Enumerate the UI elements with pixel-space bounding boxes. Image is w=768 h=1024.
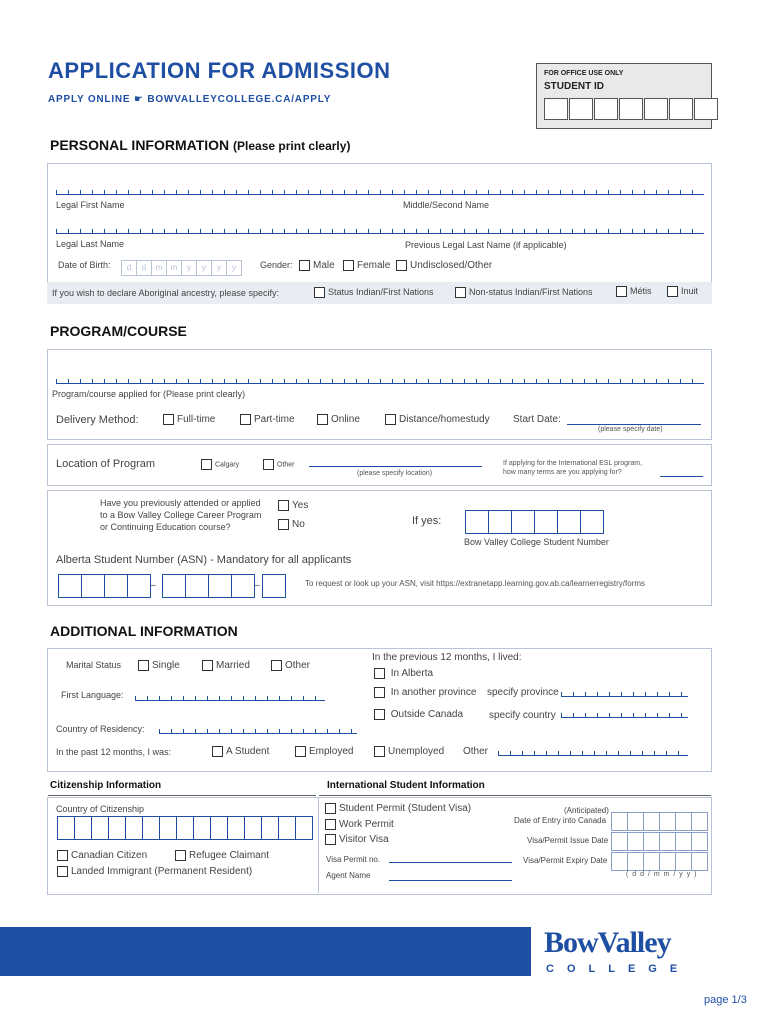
previous-last-name-label: Previous Legal Last Name (if applicable) — [405, 240, 567, 250]
agent-name-label: Agent Name — [326, 871, 371, 880]
country-citizenship-field[interactable] — [57, 816, 312, 840]
citizenship-heading: Citizenship Information — [50, 780, 162, 791]
dob-label: Date of Birth: — [58, 260, 111, 270]
attended-q-line3: or Continuing Education course? — [100, 522, 231, 532]
checkbox[interactable] — [271, 660, 282, 671]
program-applied-label: Program/course applied for (Please print clearly) — [52, 389, 246, 399]
apply-online-link[interactable]: APPLY ONLINE ☛ BOWVALLEYCOLLEGE.CA/APPLY — [48, 94, 332, 105]
lived-province-option[interactable]: In another province — [374, 687, 476, 698]
ab-inuit-option[interactable]: Inuit — [667, 286, 698, 297]
checkbox[interactable] — [314, 287, 325, 298]
checkbox[interactable] — [325, 819, 336, 830]
additional-heading: ADDITIONAL INFORMATION — [50, 623, 238, 639]
checkbox[interactable] — [325, 834, 336, 845]
checkbox[interactable] — [374, 709, 385, 720]
checkbox[interactable] — [202, 660, 213, 671]
checkbox[interactable] — [667, 286, 678, 297]
asn-field-part2[interactable] — [162, 574, 254, 598]
esl-note-2: how many terms are you applying for? — [503, 469, 622, 476]
expiry-date-field[interactable] — [611, 852, 707, 871]
checkbox[interactable] — [616, 286, 627, 297]
personal-info-heading: PERSONAL INFORMATION (Please print clearly) — [50, 137, 351, 153]
agent-name-field[interactable] — [389, 880, 512, 881]
location-label: Location of Program — [56, 458, 156, 470]
student-id-boxes — [544, 98, 719, 120]
past12-unemployed-option[interactable]: Unemployed — [374, 746, 444, 757]
checkbox[interactable] — [57, 850, 68, 861]
landed-immigrant-option[interactable]: Landed Immigrant (Permanent Resident) — [57, 866, 252, 877]
gender-undisclosed-option[interactable]: Undisclosed/Other — [396, 260, 492, 271]
legal-last-name-label: Legal Last Name — [56, 239, 125, 249]
checkbox[interactable] — [325, 803, 336, 814]
delivery-fulltime-option[interactable]: Full-time — [163, 414, 215, 425]
office-use-label: FOR OFFICE USE ONLY — [544, 70, 624, 77]
checkbox[interactable] — [374, 687, 385, 698]
issue-date-label: Visa/Permit Issue Date — [527, 836, 609, 845]
student-id-label: STUDENT ID — [544, 81, 604, 92]
first-name-field[interactable] — [56, 190, 704, 195]
checkbox[interactable] — [295, 746, 306, 757]
visitor-visa-option[interactable]: Visitor Visa — [325, 834, 389, 845]
past12-other-field[interactable] — [498, 751, 688, 756]
page-number: page 1/3 — [704, 994, 747, 1006]
refugee-option[interactable]: Refugee Claimant — [175, 850, 269, 861]
checkbox[interactable] — [138, 660, 149, 671]
work-permit-option[interactable]: Work Permit — [325, 819, 394, 830]
location-field[interactable] — [309, 466, 482, 467]
college-logo-wordmark: BowValley — [544, 926, 671, 959]
asn-field-part3[interactable] — [262, 574, 285, 598]
aboriginal-label: If you wish to declare Aboriginal ancestry, please specify: — [52, 288, 279, 298]
date-entry-field[interactable] — [611, 812, 707, 831]
checkbox[interactable] — [240, 414, 251, 425]
gender-male-option[interactable]: Male — [299, 260, 335, 271]
program-field[interactable] — [56, 379, 704, 384]
page-title: APPLICATION FOR ADMISSION — [48, 58, 391, 83]
asn-lookup-note: To request or look up your ASN, visit https://extranetapp.learning.gov.ab.ca/learnerregistry/forms — [305, 579, 646, 588]
past12-other-label: Other — [463, 746, 489, 757]
attended-q-line2: to a Bow Valley College Career Program — [100, 510, 262, 520]
visa-permit-no-field[interactable] — [389, 862, 512, 863]
marital-label: Marital Status — [66, 660, 122, 670]
ab-nonstatus-option[interactable]: Non-status Indian/First Nations — [455, 287, 593, 298]
attended-q-line1: Have you previously attended or applied — [100, 498, 261, 508]
past12-employed-option[interactable]: Employed — [295, 746, 353, 757]
first-language-label: First Language: — [61, 690, 124, 700]
bvc-number-field[interactable] — [465, 510, 603, 534]
gender-label: Gender: — [260, 260, 293, 270]
lived-alberta-option[interactable]: In Alberta — [374, 668, 433, 679]
checkbox[interactable] — [278, 500, 289, 511]
esl-note-1: If applying for the International ESL program, — [503, 460, 643, 467]
lived-outside-option[interactable]: Outside Canada — [374, 709, 463, 720]
past12-student-option[interactable]: A Student — [212, 746, 269, 757]
specify-province-field[interactable] — [561, 692, 688, 697]
checkbox[interactable] — [212, 746, 223, 757]
ab-status-option[interactable]: Status Indian/First Nations — [314, 287, 434, 298]
student-permit-option[interactable]: Student Permit (Student Visa) — [325, 803, 471, 814]
middle-name-label: Middle/Second Name — [403, 200, 490, 210]
checkbox[interactable] — [163, 414, 174, 425]
office-use-box — [536, 63, 712, 129]
last-name-field[interactable] — [56, 229, 704, 234]
country-residency-field[interactable] — [159, 729, 357, 734]
checkbox[interactable] — [278, 519, 289, 530]
lived-label: In the previous 12 months, I lived: — [372, 652, 522, 663]
checkbox[interactable] — [385, 414, 396, 425]
marital-married-option[interactable]: Married — [202, 660, 250, 671]
marital-single-option[interactable]: Single — [138, 660, 180, 671]
country-residency-label: Country of Residency: — [56, 724, 145, 734]
checkbox[interactable] — [343, 260, 354, 271]
issue-date-field[interactable] — [611, 832, 707, 851]
start-date-field[interactable] — [567, 424, 701, 425]
checkbox[interactable] — [201, 459, 212, 470]
checkbox[interactable] — [175, 850, 186, 861]
checkbox[interactable] — [455, 287, 466, 298]
marital-other-option[interactable]: Other — [271, 660, 310, 671]
asn-label: Alberta Student Number (ASN) - Mandatory for all applicants — [56, 554, 352, 566]
checkbox[interactable] — [374, 746, 385, 757]
delivery-distance-option[interactable]: Distance/homestudy — [385, 414, 490, 425]
esl-terms-field[interactable] — [660, 476, 703, 477]
checkbox[interactable] — [57, 866, 68, 877]
delivery-parttime-option[interactable]: Part-time — [240, 414, 295, 425]
visa-permit-no-label: Visa Permit no. — [326, 855, 381, 864]
attended-no-option[interactable]: No — [278, 519, 305, 530]
start-date-label: Start Date: — [513, 414, 561, 425]
if-yes-label: If yes: — [412, 515, 442, 527]
specify-province-label: specify province — [487, 687, 559, 698]
expiry-date-label: Visa/Permit Expiry Date — [523, 856, 608, 865]
checkbox[interactable] — [263, 459, 274, 470]
specify-date-label: (please specify date) — [598, 426, 663, 433]
delivery-online-option[interactable]: Online — [317, 414, 360, 425]
ab-metis-option[interactable]: Métis — [616, 286, 652, 297]
anticipated-label: (Anticipated) — [564, 806, 609, 815]
location-other-option[interactable]: Other — [263, 459, 295, 470]
attended-yes-option[interactable]: Yes — [278, 500, 308, 511]
specify-country-field[interactable] — [561, 713, 688, 718]
international-heading: International Student Information — [327, 780, 485, 791]
checkbox[interactable] — [396, 260, 407, 271]
canadian-citizen-option[interactable]: Canadian Citizen — [57, 850, 147, 861]
gender-female-option[interactable]: Female — [343, 260, 390, 271]
past12-label: In the past 12 months, I was: — [56, 747, 172, 757]
asn-field-part1[interactable] — [58, 574, 150, 598]
legal-first-name-label: Legal First Name — [56, 200, 125, 210]
date-format-hint: ( d d / m m / y y ) — [626, 871, 698, 878]
date-entry-label: Date of Entry into Canada — [514, 816, 607, 825]
checkbox[interactable] — [374, 668, 385, 679]
country-citizenship-label: Country of Citizenship — [56, 804, 145, 814]
college-logo-subtext: COLLEGE — [546, 963, 691, 975]
specify-location-label: (please specify location) — [357, 470, 433, 477]
location-calgary-option[interactable]: Calgary — [201, 459, 239, 470]
specify-country-label: specify country — [489, 710, 556, 721]
delivery-label: Delivery Method: — [56, 414, 139, 426]
dob-field[interactable]: d d m m y y y y — [121, 257, 241, 276]
checkbox[interactable] — [317, 414, 328, 425]
first-language-field[interactable] — [135, 696, 325, 701]
program-heading: PROGRAM/COURSE — [50, 323, 187, 339]
checkbox[interactable] — [299, 260, 310, 271]
bvc-number-label: Bow Valley College Student Number — [464, 537, 609, 547]
